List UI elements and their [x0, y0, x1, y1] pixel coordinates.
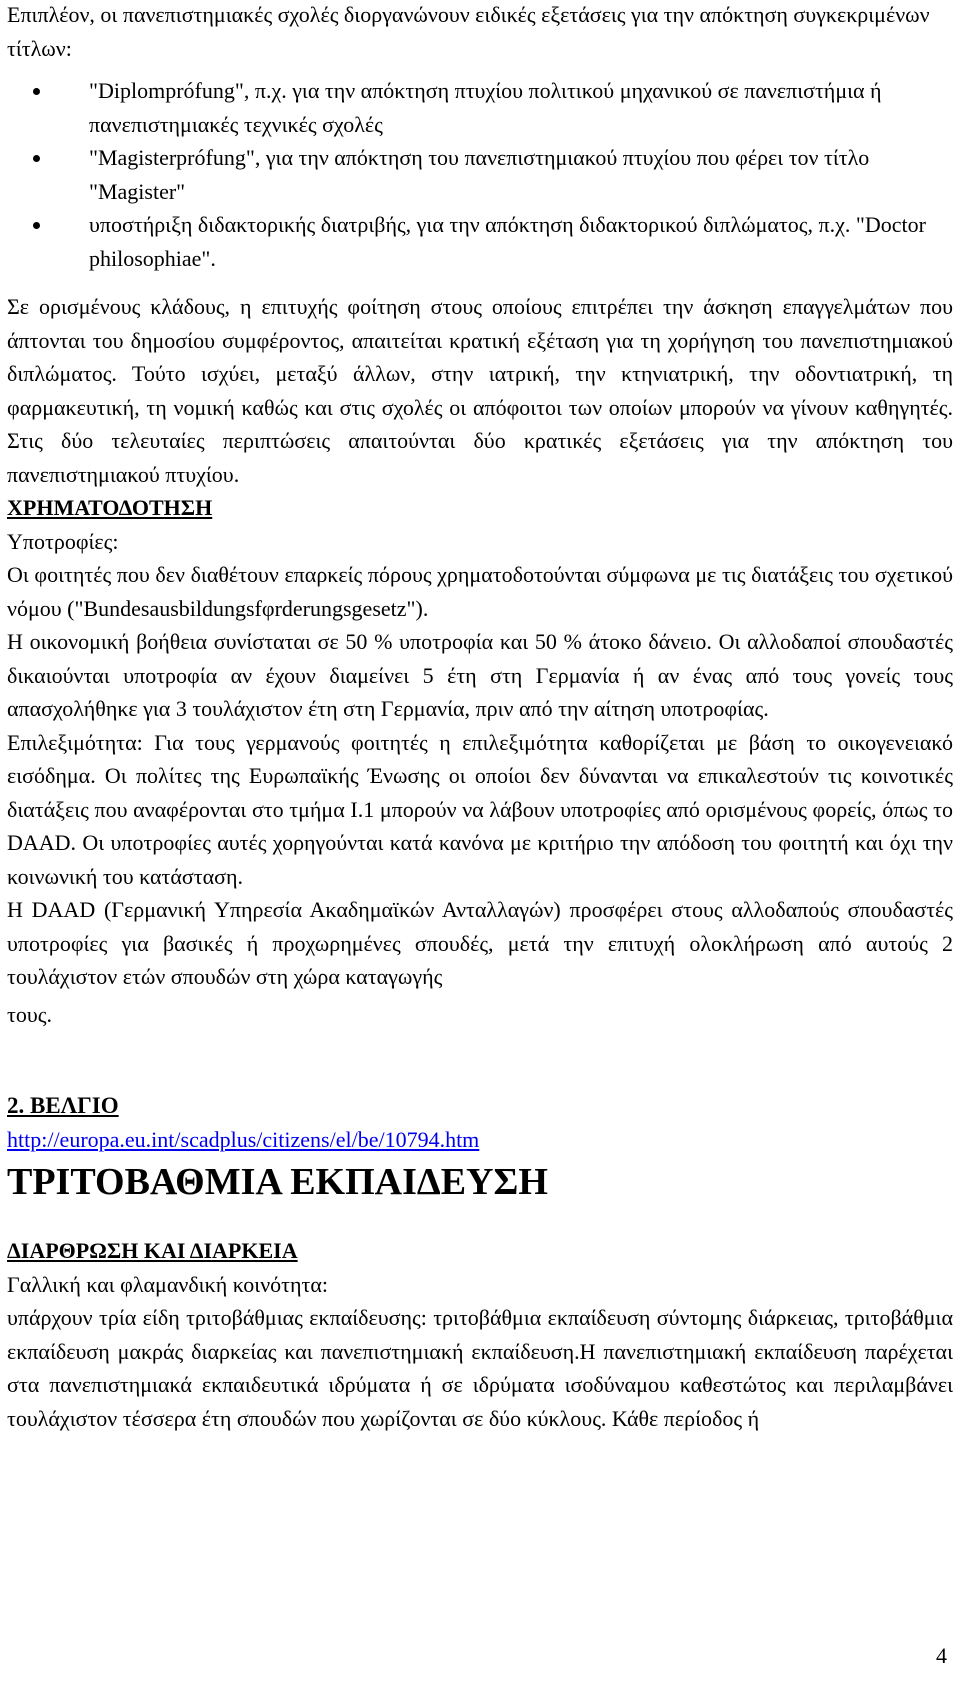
intro-paragraph: Επιπλέον, οι πανεπιστημιακές σχολές διοργανώνουν ειδικές εξετάσεις για την απόκτηση συγκεκριμένων τίτλων:: [7, 2, 930, 61]
list-item: [7, 141, 953, 208]
page-number: 4: [936, 1643, 947, 1668]
structure-heading: ΔΙΑΡΘΡΩΣΗ ΚΑΙ ΔΙΑΡΚΕΙΑ: [7, 1238, 298, 1263]
bullet-icon: [33, 222, 40, 229]
daad-paragraph-tail: τους.: [7, 1001, 52, 1027]
list-item-text: υποστήριξη διδακτορικής διατριβής, για την απόκτηση διδακτορικού διπλώματος, π.χ. "Doctor philosophiae".: [89, 212, 926, 271]
document-page: [7, 0, 953, 1435]
list-item-text: "Magisterprófung", για την απόκτηση του πανεπιστημιακού πτυχίου που φέρει τον τίτλο "Magister": [89, 145, 870, 204]
funding-heading: ΧΡΗΜΑΤΟΔΟΤΗΣΗ: [7, 495, 213, 520]
bullet-icon: [33, 155, 40, 162]
bullet-icon: [33, 88, 40, 95]
funding-paragraph: Η οικονομική βοήθεια συνίσταται σε 50 % υποτροφία και 50 % άτοκο δάνειο. Οι αλλοδαποί σπουδαστές δικαιούνται υποτροφία αν έχουν διαμείνει 5 έτη στη Γερμανία ή αν ένας από τους γονείς τους απασχολήθηκε για 3 τουλάχιστον έτη στη Γερμανία, πριν από την αίτηση υποτροφίας.: [7, 629, 953, 721]
structure-paragraph: υπάρχουν τρία είδη τριτοβάθμιας εκπαίδευσης: τριτοβάθμια εκπαίδευση σύντομης διάρκειας, τριτοβάθμια εκπαίδευση μακράς διαρκείας και πανεπιστημιακή εκπαίδευση.Η πανεπιστημιακή εκπαίδευση παρέχεται στα πανεπιστημιακά εκπαιδευτικά ιδρύματα ή σε ιδρύματα ισοδύναμου καθεστώτος και περιλαμβάνει τουλάχιστον τέσσερα έτη σπουδών που χωρίζονται σε δύο κύκλους. Κάθε περίοδος ή: [7, 1305, 953, 1431]
list-item-text: "Diplomprófung", π.χ. για την απόκτηση πτυχίου πολιτικού μηχανικού σε πανεπιστήμια ή πανεπιστημιακές τεχνικές σχολές: [89, 78, 882, 137]
state-exam-paragraph: Σε ορισμένους κλάδους, η επιτυχής φοίτηση στους οποίους επιτρέπει την άσκηση επαγγελμάτων που άπτονται του δημοσίου συμφέροντος, απαιτείται κρατική εξέταση για τη χορήγηση του πανεπιστημιακού διπλώματος. Τούτο ισχύει, μεταξύ άλλων, στην ιατρική, την κτηνιατρική, την οδοντιατρική, τη φαρμακευτική, τη νομική καθώς και στις σχολές οι απόφοιτοι των οποίων μπορούν να γίνουν καθηγητές. Στις δύο τελευταίες περιπτώσεις απαιτούνται δύο κρατικές εξετάσεις για την απόκτηση του πανεπιστημιακού πτυχίου.: [7, 294, 953, 487]
scholarships-label: Υποτροφίες:: [7, 528, 119, 554]
daad-paragraph: Η DAAD (Γερμανική Υπηρεσία Ακαδημαϊκών Ανταλλαγών) προσφέρει στους αλλοδαπούς σπουδαστές υποτροφίες για βασικές ή προχωρημένες σπουδές, μετά την επιτυχή ολοκλήρωση από αυτούς 2 τουλάχιστον ετών σπουδών στη χώρα καταγωγής: [7, 897, 953, 989]
list-item: [7, 208, 953, 275]
list-item: [7, 74, 953, 141]
belgium-link[interactable]: http://europa.eu.int/scadplus/citizens/el/be/10794.htm: [7, 1126, 480, 1152]
exam-list: [7, 74, 953, 275]
belgium-heading: 2. ΒΕΛΓΙΟ: [7, 1093, 119, 1118]
tertiary-heading: ΤΡΙΤΟΒΑΘΜΙΑ ΕΚΠΑΙΔΕΥΣΗ: [7, 1161, 548, 1203]
community-label: Γαλλική και φλαμανδική κοινότητα:: [7, 1271, 328, 1297]
funding-paragraph: Επιλεξιμότητα: Για τους γερμανούς φοιτητές η επιλεξιμότητα καθορίζεται με βάση το οικογενειακό εισόδημα. Οι πολίτες της Ευρωπαϊκής Ένωσης οι οποίοι δεν δύνανται να επικαλεστούν τις κοινοτικές διατάξεις που αναφέρονται στο τμήμα Ι.1 μπορούν να λάβουν υποτροφίες από ορισμένους φορείς, όπως το DAAD. Οι υποτροφίες αυτές χορηγούνται κατά κανόνα με κριτήριο την απόδοση του φοιτητή και όχι την κοινωνική του κατάσταση.: [7, 729, 953, 889]
funding-paragraph: Οι φοιτητές που δεν διαθέτουν επαρκείς πόρους χρηματοδοτούνται σύμφωνα με τις διατάξεις του σχετικού νόμου ("Bundesausbildungsfφrderungsgesetz").: [7, 562, 953, 621]
